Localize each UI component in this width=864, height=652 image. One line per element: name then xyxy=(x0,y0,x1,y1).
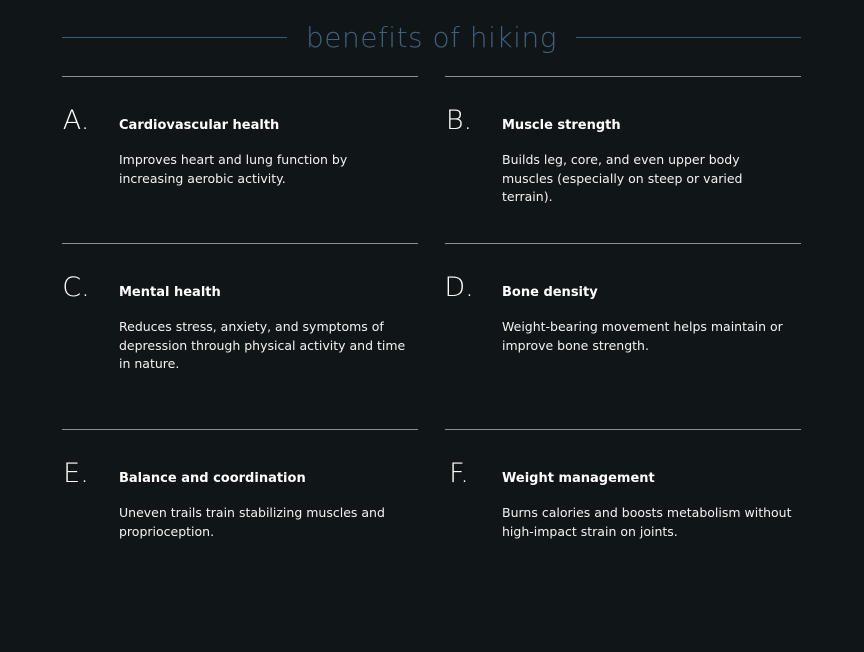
card-divider xyxy=(445,243,801,244)
page-title: benefits of hiking xyxy=(305,21,558,54)
benefit-card-c xyxy=(62,243,418,393)
benefit-title: Cardiovascular health xyxy=(119,118,280,133)
benefit-title: Balance and coordination xyxy=(119,471,306,486)
benefit-title: Mental health xyxy=(119,285,221,300)
benefit-card-a xyxy=(62,76,418,226)
benefit-letter: A. xyxy=(62,105,90,136)
card-divider xyxy=(62,76,418,77)
benefit-description: Burns calories and boosts metabolism without high-impact strain on joints. xyxy=(502,505,792,539)
benefit-letter: D. xyxy=(444,272,474,303)
card-divider xyxy=(62,429,418,430)
benefit-description: Reduces stress, anxiety, and symptoms of depression through physical activity and time in nature. xyxy=(119,319,406,371)
card-divider xyxy=(62,243,418,244)
card-divider xyxy=(445,429,801,430)
benefit-card-b xyxy=(445,76,801,226)
benefit-card-d xyxy=(445,243,801,393)
benefit-description: Improves heart and lung function by increasing aerobic activity. xyxy=(119,152,348,186)
page-header xyxy=(62,16,801,60)
benefit-letter: E. xyxy=(63,458,89,489)
benefit-letter: C. xyxy=(62,272,90,303)
benefit-description: Builds leg, core, and even upper body muscles (especially on steep or varied terrain). xyxy=(502,152,743,204)
benefit-card-f xyxy=(445,429,801,579)
benefit-title: Muscle strength xyxy=(502,118,621,133)
benefit-description: Uneven trails train stabilizing muscles and proprioception. xyxy=(119,505,385,539)
benefit-title: Weight management xyxy=(502,471,655,486)
benefit-letter: F. xyxy=(449,458,469,489)
benefit-description: Weight-bearing movement helps maintain or improve bone strength. xyxy=(502,319,783,353)
benefit-card-e xyxy=(62,429,418,579)
card-divider xyxy=(445,76,801,77)
benefit-letter: B. xyxy=(445,105,473,136)
benefit-title: Bone density xyxy=(502,285,598,300)
header-divider-right xyxy=(576,37,801,38)
